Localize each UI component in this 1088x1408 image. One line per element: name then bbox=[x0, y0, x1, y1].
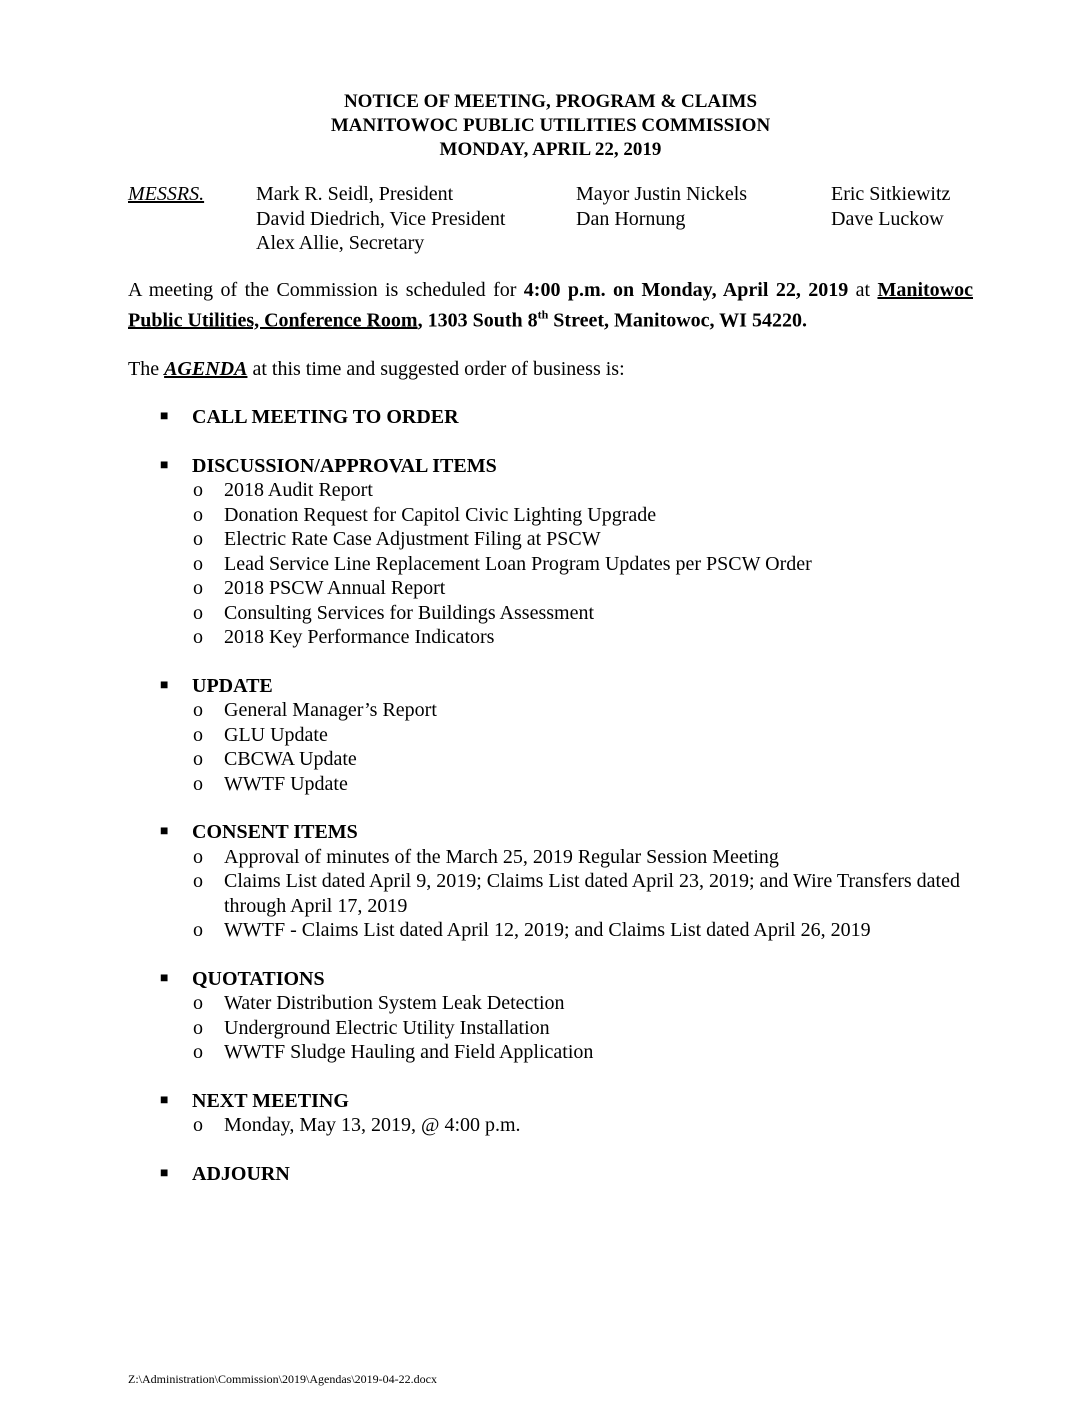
square-bullet-icon: ■ bbox=[160, 1092, 169, 1108]
circle-bullet-icon: o bbox=[193, 992, 203, 1015]
circle-bullet-icon: o bbox=[193, 1041, 203, 1064]
agenda-item bbox=[128, 1016, 973, 1041]
member-name: Dan Hornung bbox=[576, 207, 686, 230]
agenda-item bbox=[128, 918, 973, 943]
section-items bbox=[128, 1113, 973, 1138]
section-heading bbox=[128, 674, 973, 699]
meeting-venue: Manitowoc Public Utilities, Conference Room bbox=[128, 279, 973, 332]
meeting-time: 4:00 p.m. on Monday, April 22, 2019 bbox=[523, 279, 849, 301]
agenda-item-text: 2018 Audit Report bbox=[224, 479, 373, 502]
meeting-address: , 1303 South 8 bbox=[417, 309, 538, 332]
circle-bullet-icon: o bbox=[193, 503, 203, 526]
agenda-item bbox=[128, 552, 973, 577]
circle-bullet-icon: o bbox=[193, 1016, 203, 1039]
square-bullet-icon: ■ bbox=[160, 970, 169, 986]
section-heading bbox=[128, 1162, 973, 1187]
circle-bullet-icon: o bbox=[193, 772, 203, 795]
section-items bbox=[128, 991, 973, 1065]
section-heading bbox=[128, 820, 973, 845]
section-heading-text: DISCUSSION/APPROVAL ITEMS bbox=[192, 454, 497, 477]
section-heading-text: QUOTATIONS bbox=[192, 967, 325, 990]
section-heading-text: CONSENT ITEMS bbox=[192, 821, 358, 844]
agenda-item-text: General Manager’s Report bbox=[224, 699, 437, 722]
agenda-section bbox=[128, 1162, 973, 1187]
section-heading-text: UPDATE bbox=[192, 674, 273, 697]
agenda-intro bbox=[128, 357, 973, 382]
agenda-item-text: Approval of minutes of the March 25, 2019 Regular Session Meeting bbox=[224, 845, 779, 868]
circle-bullet-icon: o bbox=[193, 626, 203, 649]
agenda-item bbox=[128, 698, 973, 723]
agenda-document bbox=[128, 90, 973, 1186]
square-bullet-icon: ■ bbox=[160, 457, 169, 473]
square-bullet-icon: ■ bbox=[160, 409, 169, 425]
agenda-item-text: Water Distribution System Leak Detection bbox=[224, 992, 565, 1015]
agenda-item-text: Lead Service Line Replacement Loan Program Updates per PSCW Order bbox=[224, 552, 812, 575]
circle-bullet-icon: o bbox=[193, 723, 203, 746]
members-column-1 bbox=[256, 182, 505, 256]
agenda-section bbox=[128, 405, 973, 430]
agenda-item-text: Underground Electric Utility Installation bbox=[224, 1016, 550, 1039]
section-heading-text: ADJOURN bbox=[192, 1162, 290, 1185]
section-heading-text: NEXT MEETING bbox=[192, 1089, 349, 1112]
agenda-item-text: WWTF Update bbox=[224, 772, 348, 795]
section-items bbox=[128, 478, 973, 650]
agenda-item-text: WWTF - Claims List dated April 12, 2019; and Claims List dated April 26, 2019 bbox=[224, 919, 871, 942]
meeting-text: A meeting of the Commission is scheduled for bbox=[128, 279, 524, 301]
section-heading-text: CALL MEETING TO ORDER bbox=[192, 406, 459, 429]
agenda-section bbox=[128, 674, 973, 797]
members-column-2 bbox=[576, 182, 747, 231]
messrs-label: MESSRS. bbox=[128, 183, 205, 205]
agenda-item-text: 2018 PSCW Annual Report bbox=[224, 577, 446, 600]
address-superscript: th bbox=[537, 307, 549, 322]
agenda-item bbox=[128, 869, 973, 918]
agenda-section bbox=[128, 1089, 973, 1138]
commission-title: MANITOWOC PUBLIC UTILITIES COMMISSION bbox=[330, 115, 771, 136]
member-name: Mark R. Seidl, President bbox=[256, 183, 454, 205]
agenda-item bbox=[128, 772, 973, 797]
agenda-item bbox=[128, 845, 973, 870]
circle-bullet-icon: o bbox=[193, 845, 203, 868]
agenda-item bbox=[128, 601, 973, 626]
square-bullet-icon: ■ bbox=[160, 1165, 169, 1181]
agenda-section bbox=[128, 820, 973, 943]
agenda-word: AGENDA bbox=[164, 357, 248, 380]
agenda-item bbox=[128, 625, 973, 650]
agenda-item bbox=[128, 503, 973, 528]
meeting-paragraph bbox=[128, 278, 973, 333]
circle-bullet-icon: o bbox=[193, 528, 203, 551]
section-items bbox=[128, 698, 973, 796]
member-name: David Diedrich, Vice President bbox=[256, 207, 506, 230]
notice-title: NOTICE OF MEETING, PROGRAM & CLAIMS bbox=[343, 91, 758, 112]
circle-bullet-icon: o bbox=[193, 577, 203, 600]
agenda-item-text: Consulting Services for Buildings Assessment bbox=[224, 601, 594, 624]
circle-bullet-icon: o bbox=[193, 748, 203, 771]
agenda-sections bbox=[128, 405, 973, 1186]
member-name: Eric Sitkiewitz bbox=[831, 183, 951, 205]
circle-bullet-icon: o bbox=[193, 870, 203, 893]
agenda-item bbox=[128, 747, 973, 772]
meeting-date-title: MONDAY, APRIL 22, 2019 bbox=[439, 139, 662, 160]
messrs-block bbox=[128, 182, 973, 256]
section-heading bbox=[128, 454, 973, 479]
section-heading bbox=[128, 1089, 973, 1114]
section-items bbox=[128, 845, 973, 943]
agenda-item bbox=[128, 1113, 973, 1138]
member-name: Dave Luckow bbox=[831, 207, 944, 230]
circle-bullet-icon: o bbox=[193, 479, 203, 502]
agenda-item-text: GLU Update bbox=[224, 723, 328, 746]
member-name: Mayor Justin Nickels bbox=[576, 183, 748, 205]
file-path-footer: Z:\Administration\Commission\2019\Agendas\2019-04-22.docx bbox=[128, 1372, 437, 1386]
agenda-item-text: CBCWA Update bbox=[224, 748, 357, 771]
agenda-item-text: Electric Rate Case Adjustment Filing at PSCW bbox=[224, 528, 601, 551]
agenda-item bbox=[128, 576, 973, 601]
circle-bullet-icon: o bbox=[193, 919, 203, 942]
agenda-intro-text: The bbox=[128, 357, 165, 380]
circle-bullet-icon: o bbox=[193, 552, 203, 575]
members-column-3 bbox=[831, 182, 950, 231]
agenda-item-text: Monday, May 13, 2019, @ 4:00 p.m. bbox=[224, 1114, 521, 1137]
agenda-item-text: Claims List dated April 9, 2019; Claims List dated April 23, 2019; and Wire Transfers dated through April 17, 2019 bbox=[224, 870, 960, 917]
agenda-item bbox=[128, 478, 973, 503]
agenda-item-text: 2018 Key Performance Indicators bbox=[224, 626, 495, 649]
square-bullet-icon: ■ bbox=[160, 677, 169, 693]
agenda-item-text: WWTF Sludge Hauling and Field Application bbox=[224, 1041, 594, 1064]
agenda-item-text: Donation Request for Capitol Civic Lighting Upgrade bbox=[224, 503, 657, 526]
agenda-section bbox=[128, 454, 973, 650]
meeting-text: at bbox=[848, 279, 878, 301]
agenda-item bbox=[128, 1040, 973, 1065]
agenda-section bbox=[128, 967, 973, 1065]
agenda-item bbox=[128, 723, 973, 748]
meeting-address-end: Street, Manitowoc, WI 54220. bbox=[548, 309, 807, 332]
circle-bullet-icon: o bbox=[193, 601, 203, 624]
agenda-item bbox=[128, 991, 973, 1016]
agenda-item bbox=[128, 527, 973, 552]
circle-bullet-icon: o bbox=[193, 1114, 203, 1137]
circle-bullet-icon: o bbox=[193, 699, 203, 722]
section-heading bbox=[128, 967, 973, 992]
agenda-intro-text: at this time and suggested order of business is: bbox=[247, 357, 625, 380]
square-bullet-icon: ■ bbox=[160, 824, 169, 840]
section-heading bbox=[128, 405, 973, 430]
member-name: Alex Allie, Secretary bbox=[256, 232, 425, 254]
